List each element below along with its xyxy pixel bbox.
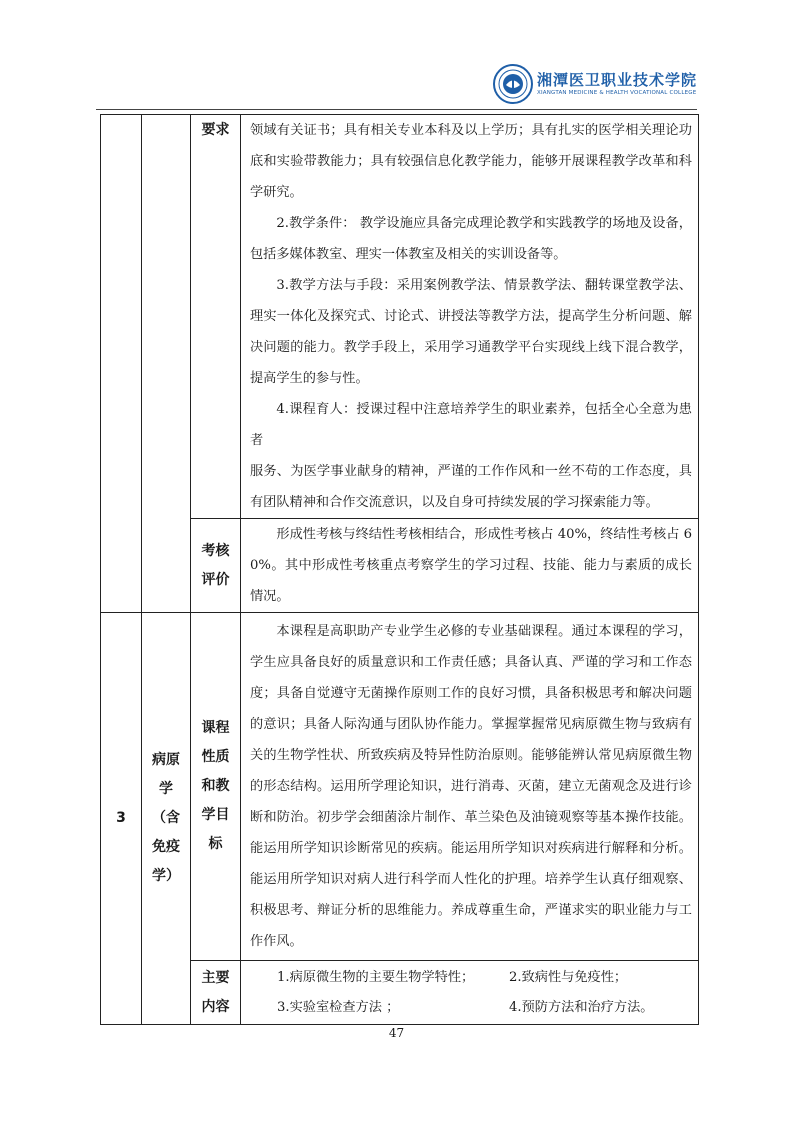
assessment-row (101, 519, 699, 613)
requirements-content (241, 115, 699, 519)
course-name: 病原 学 （含 免疫 学） (142, 613, 191, 1025)
requirements-label: 要求 (191, 115, 241, 519)
logo-name-cn: 湘潭医卫职业技术学院 (536, 71, 697, 89)
requirements-paragraph: 服务、为医学事业献身的精神，严谨的工作作风和一丝不苟的工作态度，具有团队精神和合作交流意识，以及自身可持续发展的学习探索能力等。 (250, 464, 692, 510)
requirements-paragraph: 3.教学方法与手段：采用案例教学法、情景教学法、翻转课堂教学法、理实一体化及探究式、讨论式、讲授法等教学方法，提高学生分析问题、解决问题的能力。教学手段上，采用学习通教学平台实现线上线下混合教学，提高学生的参与性。 (250, 278, 692, 386)
course-number: 3 (101, 613, 142, 1025)
assessment-content: 形成性考核与终结性考核相结合，形成性考核占 40%，终结性考核占 60%。其中形成性考核重点考察学生的学习过程、技能、能力与素质的成长情况。 (241, 519, 699, 613)
header-rule (96, 109, 697, 110)
requirements-paragraph: 2.教学条件： 教学设施应具备完成理论教学和实践教学的场地及设备，包括多媒体教室、理实一体教室及相关的实训设备等。 (250, 216, 692, 262)
content-item-row (277, 993, 692, 1023)
page-number: 47 (388, 1026, 405, 1040)
content-item: 1.病原微生物的主要生物学特性； (277, 969, 475, 985)
content-item: 2.致病性与免疫性； (509, 969, 628, 985)
course-name-cell-prev (142, 115, 191, 613)
content-item: 3.实验室检查方法 ； (277, 999, 400, 1015)
content-item-row (277, 963, 692, 993)
course-number-cell-prev (101, 115, 142, 613)
nature-content: 本课程是高职助产专业学生必修的专业基础课程。通过本课程的学习，学生应具备良好的质量意识和工作责任感；具备认真、严谨的学习和工作态度；具备自觉遵守无菌操作原则工作的良好习惯，具备积极思考和解决问题的意识；具备人际沟通与团队协作能力。掌握掌握常见病原微生物与致病有关的生物学性状、所致疾病及特异性防治原则。能够能辨认常见病原微生物的形态结构。运用所学理论知识，进行消毒、灭菌，建立无菌观念及进行诊断和防治。初步学会细菌涂片制作、革兰染色及油镜观察等基本操作技能。能运用所学知识诊断常见的疾病。能运用所学知识对疾病进行解释和分析。能运用所学知识对病人进行科学而人性化的护理。培养学生认真仔细观察、积极思考、辩证分析的思维能力。养成尊重生命，严谨求实的职业能力与工作作风。 (241, 613, 699, 961)
course3-nature-row (101, 613, 699, 961)
requirements-paragraph: 领域有关证书；具有相关专业本科及以上学历；具有扎实的医学相关理论功底和实验带教能力；具有较强信息化教学能力，能够开展课程教学改革和科学研究。 (250, 123, 692, 200)
nature-label: 课程 性质 和教 学目 标 (191, 613, 241, 961)
content-items (241, 961, 699, 1025)
content-label: 主要 内容 (191, 961, 241, 1025)
curriculum-table (100, 114, 699, 1025)
course3-content-row (101, 961, 699, 1025)
requirements-paragraph: 4.课程育人：授课过程中注意培养学生的职业素养，包括全心全意为患者 (250, 402, 692, 448)
assessment-label: 考核 评价 (191, 519, 241, 613)
content-item: 4.预防方法和治疗方法。 (509, 999, 654, 1015)
requirements-row (101, 115, 699, 519)
college-seal-icon (493, 64, 533, 104)
logo-name-en: XIANGTAN MEDICINE & HEALTH VOCATIONAL COLLEGE (536, 90, 697, 96)
college-logo (493, 62, 697, 106)
